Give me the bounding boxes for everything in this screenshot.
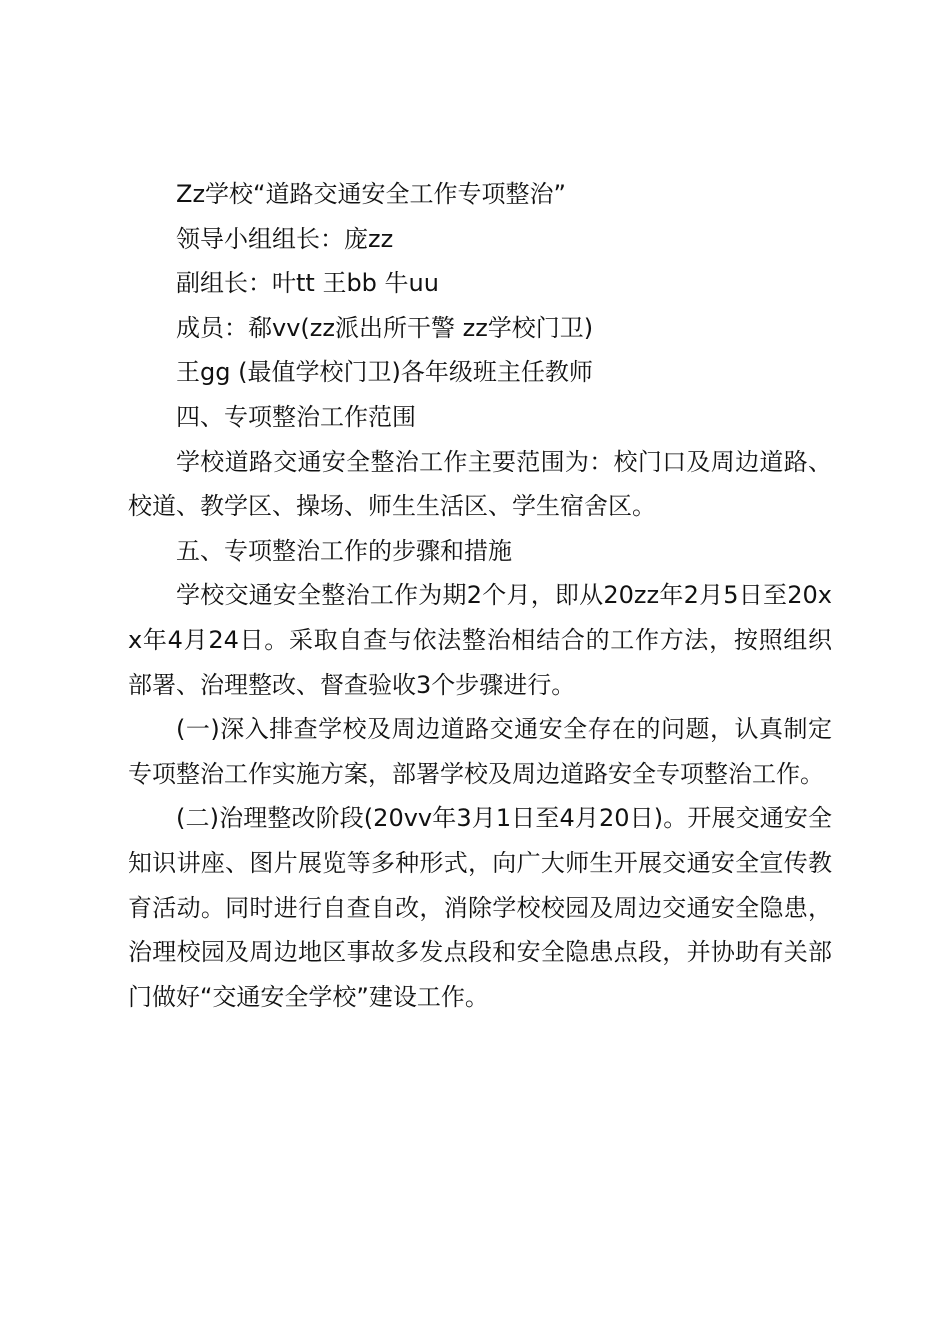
paragraph-step-two: (二)治理整改阶段(20vv年3月1日至4月20日)。开展交通安全知识讲座、图片展览等多种形式，向广大师生开展交通安全宣传教育活动。同时进行自查自改，消除学校校园及周边交通安全隐患，治理校园及周边地区事故多发点段和安全隐患点段，并协助有关部门做好“交通安全学校”建设工作。 xyxy=(128,804,832,1011)
paragraph-leader: 领导小组组长：庞zz xyxy=(176,224,394,253)
paragraph-members: 成员：郗vv(zz派出所干警 zz学校门卫) xyxy=(176,313,594,342)
paragraph-title: Zz学校“道路交通安全工作专项整治” xyxy=(176,180,566,208)
section-heading-steps: 五、专项整治工作的步骤和措施 xyxy=(176,536,512,565)
paragraph-step-one: (一)深入排查学校及周边道路交通安全存在的问题，认真制定专项整治工作实施方案，部署学校及周边道路安全专项整治工作。 xyxy=(128,715,832,788)
paragraph-steps: 学校交通安全整治工作为期2个月，即从20zz年2月5日至20xx年4月24日。采取自查与依法整治相结合的工作方法，按照组织部署、治理整改、督查验收3个步骤进行。 xyxy=(128,581,832,699)
paragraph-deputy-leaders: 副组长：叶tt 王bb 牛uu xyxy=(176,269,439,298)
document-body xyxy=(128,172,832,1019)
paragraph-members-continued: 王gg (最值学校门卫)各年级班主任教师 xyxy=(176,358,593,387)
section-heading-scope: 四、专项整治工作范围 xyxy=(176,402,416,431)
paragraph-scope: 学校道路交通安全整治工作主要范围为：校门口及周边道路、校道、教学区、操场、师生生活区、学生宿舍区。 xyxy=(128,447,832,521)
